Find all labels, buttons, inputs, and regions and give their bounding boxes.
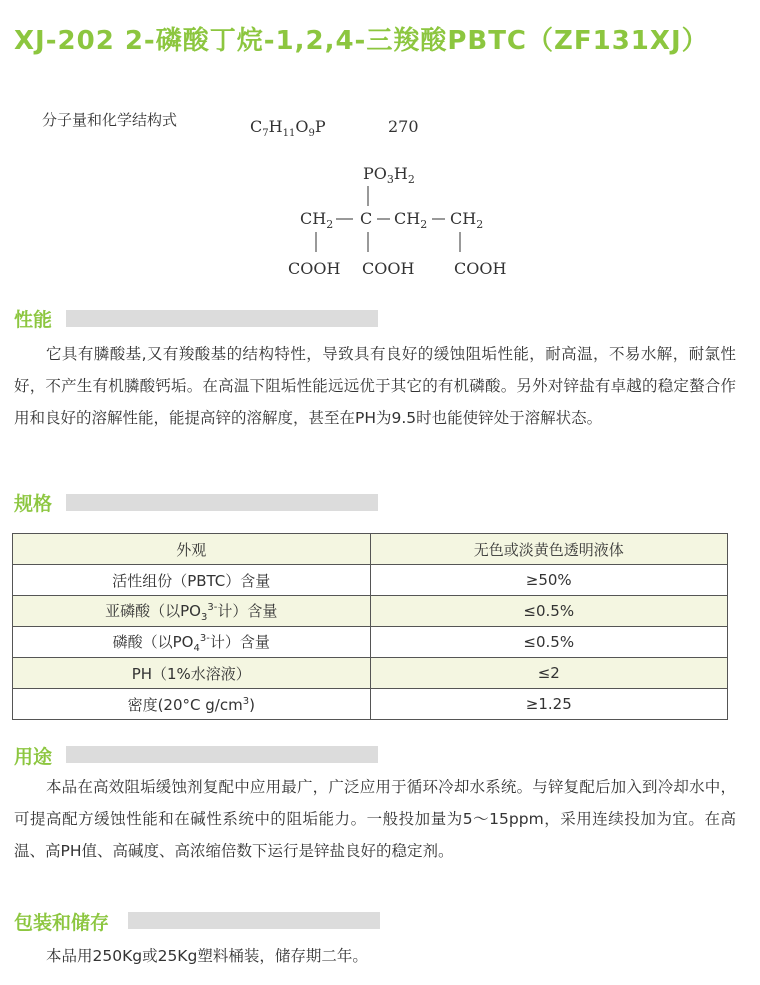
table-row	[13, 689, 728, 720]
structural-formula	[280, 158, 540, 283]
molecular-formula: $C_7H_{11}O_9P$	[250, 117, 326, 140]
packaging-text: 本品用250Kg或25Kg塑料桶装，储存期二年。	[46, 947, 368, 965]
usage-text: 本品在高效阻垢缓蚀剂复配中应用最广，广泛应用于循环冷却水系统。与锌复配后加入到冷却水中，可提高配方缓蚀性能和在碱性系统中的阻垢能力。一般投加量为5～15ppm，采用连续投加为宜。在高温、高PH值、高碱度、高浓缩倍数下运行是锌盐良好的稳定剂。	[14, 778, 736, 860]
table-row	[13, 565, 728, 596]
cooh-1: COOH	[288, 259, 341, 278]
chain-ch2-3: $CH_2$	[450, 209, 484, 231]
spec-value: ≤0.5%	[370, 627, 728, 658]
top-group: $PO_3H_2$	[363, 164, 415, 186]
page-title: XJ-202 2-磷酸丁烷-1,2,4-三羧酸PBTC（ZF131XJ）	[14, 26, 709, 56]
section-heading-properties: 性能	[14, 309, 53, 331]
section-bar-packaging	[128, 912, 380, 929]
chain-c: C	[360, 209, 373, 228]
table-header-cell: 无色或淡黄色透明液体	[370, 534, 728, 565]
section-bar-specs	[66, 494, 378, 511]
molecular-weight: 270	[388, 117, 419, 136]
properties-text: 它具有膦酸基,又有羧酸基的结构特性，导致具有良好的缓蚀阻垢性能，耐高温，不易水解，耐氯性好，不产生有机膦酸钙垢。在高温下阻垢性能远远优于其它的有机磷酸。另外对锌盐有卓越的稳定螯合作用和良好的溶解性能，能提高锌的溶解度，甚至在PH为9.5时也能使锌处于溶解状态。	[14, 345, 736, 427]
table-row	[13, 627, 728, 658]
spec-name: 密度(20°C $g/cm^3$)	[13, 689, 371, 720]
section-heading-usage: 用途	[14, 746, 53, 768]
spec-name: 磷酸（以$PO_4^{3-}$计）含量	[13, 627, 371, 658]
spec-value: ≥1.25	[370, 689, 728, 720]
cooh-2: COOH	[362, 259, 415, 278]
section-bar-usage	[66, 746, 378, 763]
spec-name: 活性组份（PBTC）含量	[13, 565, 371, 596]
spec-table	[12, 533, 728, 720]
chain-ch2-1: $CH_2$	[300, 209, 334, 231]
section-bar-properties	[66, 310, 378, 327]
table-header-row	[13, 534, 728, 565]
spec-value: ≥50%	[370, 565, 728, 596]
spec-value: ≤0.5%	[370, 596, 728, 627]
spec-name: PH（1%水溶液）	[13, 658, 371, 689]
spec-name: 亚磷酸（以$PO_3^{3-}$计）含量	[13, 596, 371, 627]
table-row	[13, 658, 728, 689]
table-header-cell: 外观	[13, 534, 371, 565]
chain-ch2-2: $CH_2$	[394, 209, 428, 231]
table-row	[13, 596, 728, 627]
spec-value: ≤2	[370, 658, 728, 689]
section-heading-packaging: 包装和储存	[14, 912, 110, 934]
section-heading-specs: 规格	[14, 493, 53, 515]
cooh-3: COOH	[454, 259, 507, 278]
molecule-label: 分子量和化学结构式	[42, 111, 178, 129]
